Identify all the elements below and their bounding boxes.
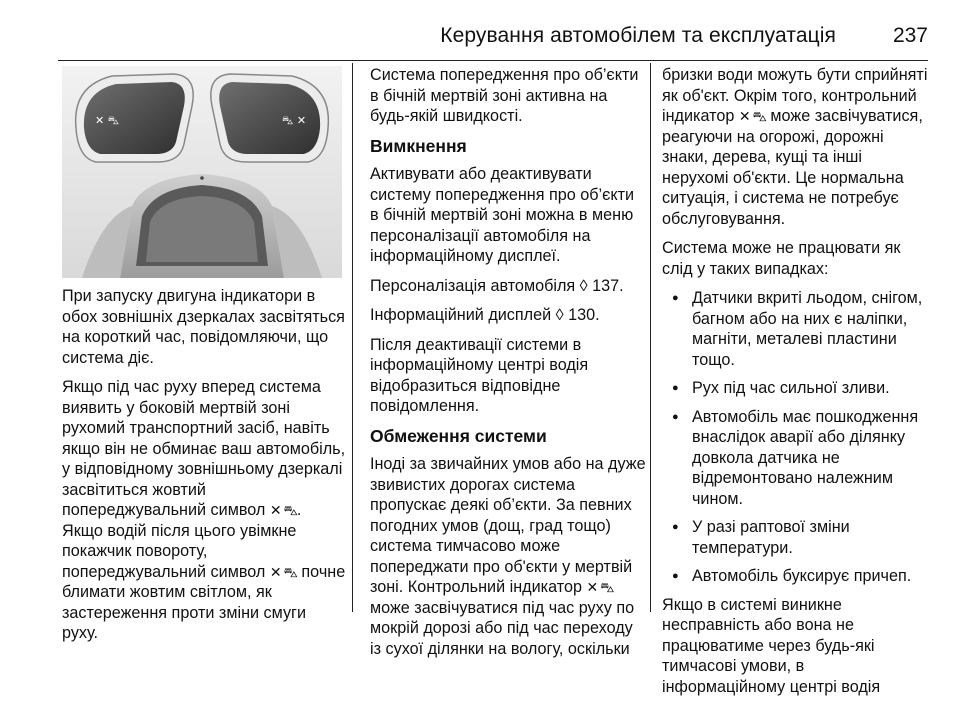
blind-spot-warning-icon: ✕ ⛍: [269, 502, 297, 518]
paragraph: Після деактивації системи в інформаційному центрі водія відобразиться відповідне повідомлення.: [370, 335, 589, 415]
blind-spot-warning-icon: ✕ ⛍: [269, 563, 297, 580]
paragraph: [662, 65, 932, 229]
list-item: ● Рух під час сильної зливи.: [662, 378, 932, 399]
section-heading-deactivation: Вимкнення: [370, 135, 467, 156]
paragraph-text: Якщо під час руху вперед система виявить у боковій мертвій зоні рухомий транспортний засіб, навіть якщо він не обминає ваш автомобіль, у відповідному зовнішньому дзеркалі засвітиться жовтий попереджувальний символ: [62, 378, 346, 519]
column-divider: [352, 63, 353, 612]
paragraph-text: бризки води можуть бути сприйняті як об'єкт. Окрім того, контрольний індикатор: [662, 66, 928, 125]
right-mirror: [211, 74, 329, 162]
list-item: ● У разі раптової зміни температури.: [662, 517, 932, 558]
cross-reference: Персоналізація автомобіля ◊ 137.: [370, 276, 624, 295]
page-title: Керування автомобілем та експлуатація: [440, 24, 836, 47]
blind-spot-warning-icon: ✕ ⛍: [586, 579, 614, 595]
list-item: ● Автомобіль має пошкодження внаслідок аварії або ділянку довкола датчика не відремонтовано належним чином.: [662, 407, 932, 510]
cross-reference: Інформаційний дисплей ◊ 130.: [370, 306, 600, 324]
paragraph-text: . Якщо водій після цього увімкне покажчик повороту, попереджувальний символ: [62, 501, 302, 581]
paragraph: [370, 454, 646, 659]
list-item: ● Датчики вкриті льодом, снігом, багном або на них є наліпки, магніти, металеві пластини тощо.: [662, 288, 932, 370]
limitations-list: [662, 288, 932, 587]
paragraph-text: може засвічуватися під час руху по мокрій дорозі або під час переходу із сухої ділянки на вологу, оскільки: [370, 598, 635, 658]
paragraph: Якщо в системі виникне несправність або вона не працюватиме через будь-які тимчасові умови, в інформаційному центрі водія: [662, 595, 881, 696]
paragraph-text: Іноді за звичайних умов або на дуже звивистих дорогах система пропускає деякі об’єкти. За певних погодних умов (дощ, град тощо) система тимчасово може попереджати про об'єкти у мертвій зоні. Контрольний індикатор: [370, 455, 646, 596]
svg-text:✕ ⛍: ✕ ⛍: [95, 114, 120, 127]
blind-spot-warning-icon: ✕ ⛍: [738, 108, 766, 124]
paragraph-text: почне блимати жовтим світлом, як застереження проти зміни смуги руху.: [62, 562, 346, 642]
svg-text:⛍ ✕: ⛍ ✕: [282, 114, 307, 127]
paragraph: При запуску двигуна індикатори в обох зовнішніх дзеркалах засвітяться на короткий час, повідомляючи, що система діє.: [62, 287, 345, 367]
column-divider: [650, 63, 651, 612]
paragraph: Система може не працювати як слід у таких випадках:: [662, 239, 901, 278]
paragraph: Система попередження про об’єкти в бічній мертвій зоні активна на будь-якій швидкості.: [370, 66, 639, 125]
header-rule: [58, 60, 928, 61]
paragraph: Активувати або деактивувати систему попередження про об’єкти в бічній мертвій зоні можна в меню персоналізації автомобіля на інформаційному дисплеї.: [370, 165, 635, 265]
left-mirror: [76, 74, 194, 162]
page-header: [58, 20, 928, 52]
section-heading-limitations: Обмеження системи: [370, 425, 547, 446]
blind-spot-illustration: [62, 66, 342, 278]
column-1: [62, 286, 346, 653]
column-3: [662, 65, 932, 706]
page-number: 237: [892, 24, 928, 47]
column-2: [370, 65, 646, 668]
paragraph: [62, 377, 346, 644]
mirror-car-drawing: [62, 66, 342, 278]
paragraph-text: може засвічуватися, реагуючи на огорожі, дорожні знаки, дерева, кущі та інші нерухомі об'єкти. Це нормальна ситуація, і система не потребує обслуговування.: [662, 107, 923, 228]
list-item: ● Автомобіль буксирує причеп.: [662, 566, 932, 587]
